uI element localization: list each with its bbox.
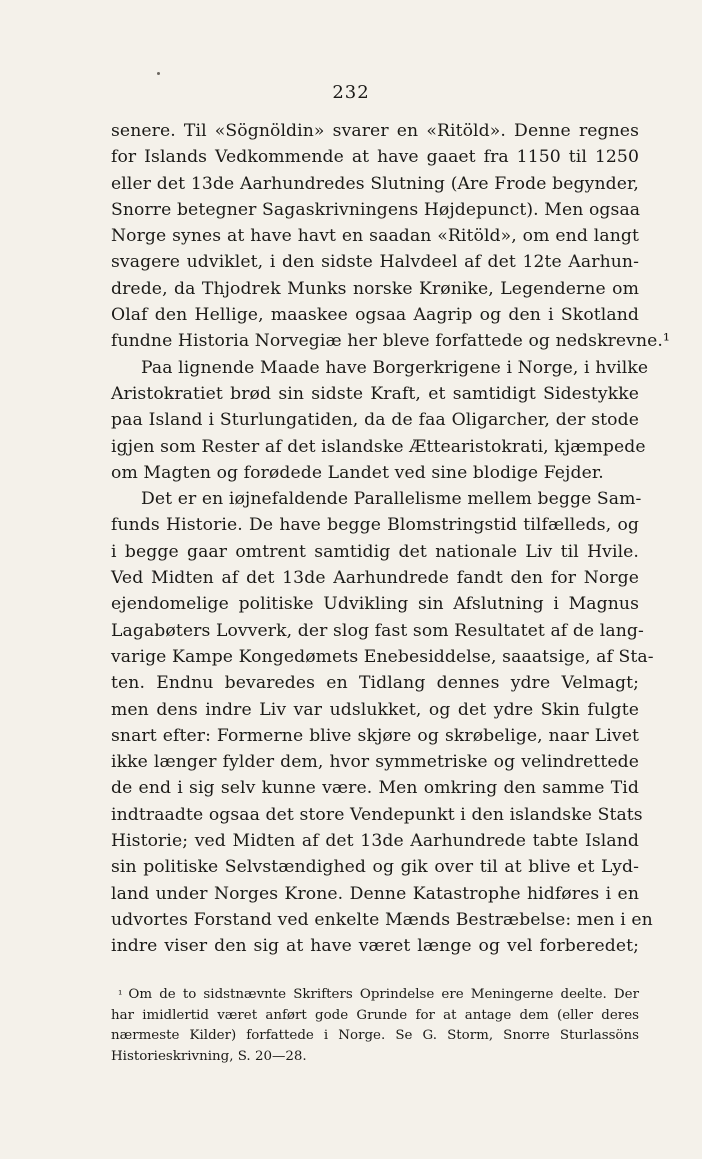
text-line: eller det 13de Aarhundredes Slutning (Are Frode begynder, [111,173,639,194]
text-line: Historie; ved Midten af det 13de Aarhundrede tabte Island [111,831,639,852]
text-line: sin politiske Selvstændighed og gik over til at blive et Lyd- [111,857,639,878]
text-line: snart efter: Formerne blive skjøre og skrøbelige, naar Livet [111,725,639,746]
text-line: Lagabøters Lovverk, der slog fast som Resultatet af de lang- [111,620,644,641]
text-line: Norge synes at have havt en saadan «Ritöld», om end langt [111,226,639,247]
text-line: varige Kampe Kongedømets Enebesiddelse, saaatsige, af Sta- [111,646,654,667]
text-line: indre viser den sig at have været længe og vel forberedet; [111,936,639,957]
footnote [111,985,639,1067]
text-line: Ved Midten af det 13de Aarhundrede fandt den for Norge [111,568,639,589]
ink-speck [157,72,160,75]
footnote-marker: ¹ [118,988,123,1001]
footnote-line: har imidlertid været anført gode Grunde for at antage dem (eller deres [111,1007,639,1023]
text-line: men dens indre Liv var udslukket, og det ydre Skin fulgte [111,699,639,720]
footnote-line [111,985,639,1006]
text-line: Det er en iøjnefaldende Parallelisme mellem begge Sam- [141,489,642,510]
text-line: ikke længer fylder dem, hvor symmetriske og velindrettede [111,752,639,773]
text-line: senere. Til «Sögnöldin» svarer en «Ritöld». Denne regnes [111,121,639,141]
text-line: drede, da Thjodrek Munks norske Krønike, Legenderne om [111,278,639,299]
text-line: paa Island i Sturlungatiden, da de faa Oligarcher, der stode [111,410,639,431]
text-line: svagere udviklet, i den sidste Halvdeel af det 12te Aarhun- [111,252,639,273]
text-line: i begge gaar omtrent samtidig det nationale Liv til Hvile. [111,541,639,562]
text-line: Aristokratiet brød sin sidste Kraft, et samtidigt Sidestykke [111,383,639,404]
text-line: Snorre betegner Sagaskrivningens Højdepunct). Men ogsaa [111,199,641,220]
text-line: udvortes Forstand ved enkelte Mænds Bestræbelse: men i en [111,909,653,930]
body-text [111,118,670,960]
text-line: land under Norges Krone. Denne Katastrophe hidføres i en [111,883,639,904]
page-number: 232 [332,82,370,103]
text-line: Paa lignende Maade have Borgerkrigene i Norge, i hvilke [141,357,649,378]
text-line: igjen som Rester af det islandske Ættearistokrati, kjæmpede [111,436,646,457]
text-line: ejendomelige politiske Udvikling sin Afslutning i Magnus [111,594,639,615]
text-line: indtraadte ogsaa det store Vendepunkt i den islandske Stats [111,804,643,825]
text-line: for Islands Vedkommende at have gaaet fra 1150 til 1250 [111,147,639,168]
text-line: funds Historie. De have begge Blomstringstid tilfælleds, og [111,515,639,536]
footnote-text: Om de to sidstnævnte Skrifters Oprindelse ere Meningerne deelte. Der [128,987,639,1002]
text-line: de end i sig selv kunne være. Men omkring den samme Tid [111,778,639,799]
text-line: Olaf den Hellige, maaskee ogsaa Aagrip og den i Skotland [111,305,639,326]
footnote-line: nærmeste Kilder) forfattede i Norge. Se G. Storm, Snorre Sturlassöns [111,1028,639,1043]
text-line: ten. Endnu bevaredes en Tidlang dennes ydre Velmagt; [111,673,639,694]
text-line: fundne Historia Norvegiæ her bleve forfattede og nedskrevne.¹ [111,331,670,352]
footnote-line: Historieskrivning, S. 20—28. [111,1048,307,1064]
text-line: om Magten og forødede Landet ved sine blodige Fejder. [111,462,604,483]
